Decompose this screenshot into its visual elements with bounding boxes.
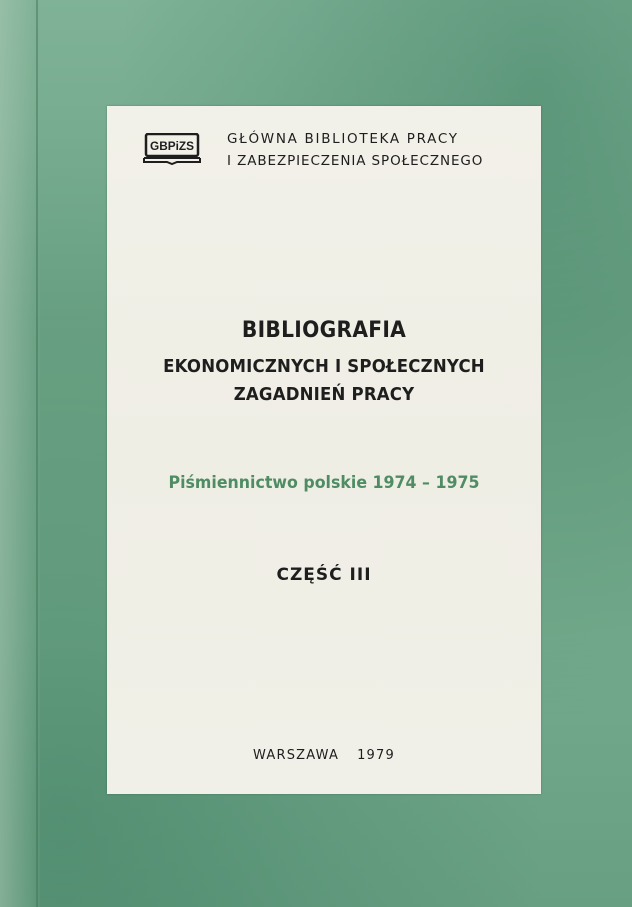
title-line-2: EKONOMICZNYCH I SPOŁECZNYCH xyxy=(163,356,485,377)
part-number: CZĘŚĆ III xyxy=(276,565,372,585)
publisher-name-line-1: GŁÓWNA BIBLIOTEKA PRACY xyxy=(227,131,459,147)
imprint xyxy=(107,748,541,763)
publisher-logo-text: GBPiZS xyxy=(150,139,194,153)
title-line-1: BIBLIOGRAFIA xyxy=(241,318,407,343)
imprint-city: WARSZAWA xyxy=(253,748,340,763)
spine-edge xyxy=(36,0,38,907)
publisher-block xyxy=(143,130,523,174)
publisher-name-line-2: I ZABEZPIECZENIA SPOŁECZNEGO xyxy=(227,153,484,169)
subtitle: Piśmiennictwo polskie 1974 – 1975 xyxy=(168,473,480,493)
imprint-year: 1979 xyxy=(357,748,395,763)
publisher-logo xyxy=(143,133,201,165)
title-line-3: ZAGADNIEŃ PRACY xyxy=(233,384,415,405)
title-label-panel xyxy=(107,106,541,794)
